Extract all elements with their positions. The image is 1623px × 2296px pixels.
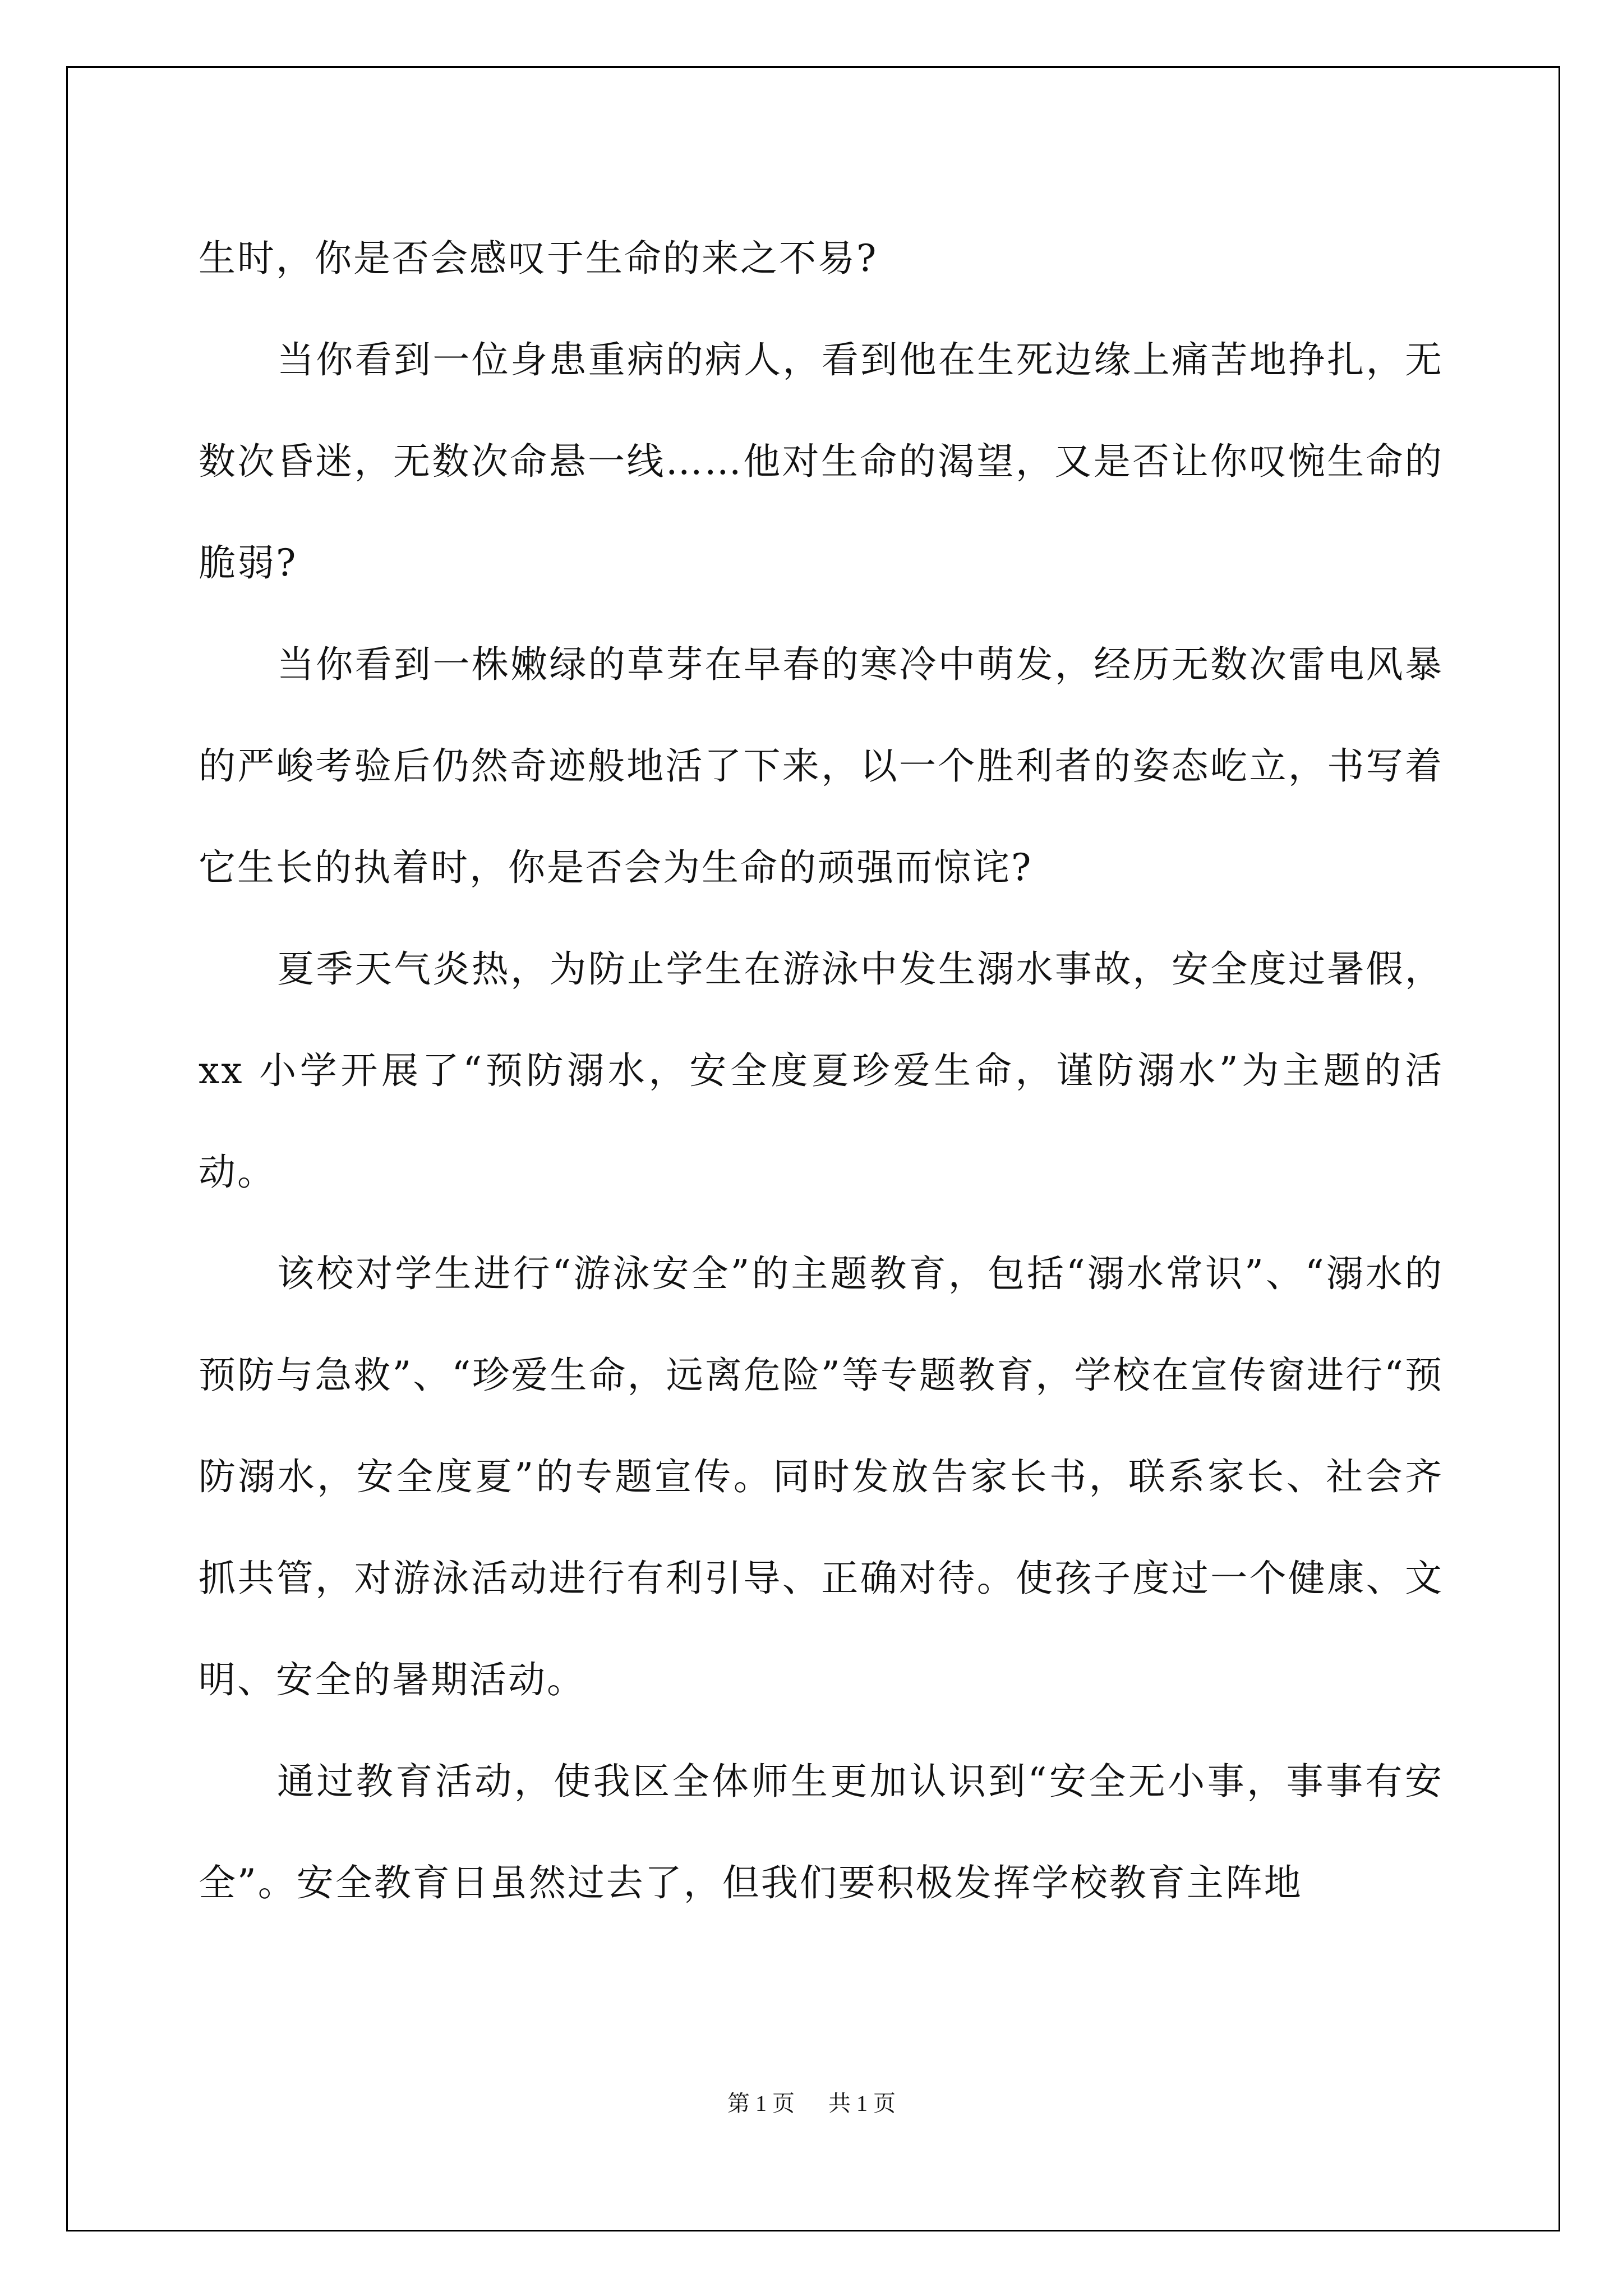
paragraph-continuation: 生时，你是否会感叹于生命的来之不易? xyxy=(199,237,878,280)
paragraph-grass-sprout: 当你看到一株嫩绿的草芽在早春的寒冷中萌发，经历无数次雷电风暴的严峻考验后仍然奇迹般地活了下来，以一个胜利者的姿态屹立，书写着它生长的执着时，你是否会为生命的顽强而惊诧? xyxy=(199,643,1444,889)
paragraph-summer-swimming: 夏季天气炎热，为防止学生在游泳中发生溺水事故，安全度过暑假，xx 小学开展了“预防溺水，安全度夏珍爱生命，谨防溺水”为主题的活动。 xyxy=(199,947,1444,1194)
page-number-current: 第 1 页 xyxy=(727,2091,795,2116)
paragraph-sick-patient: 当你看到一位身患重病的病人，看到他在生死边缘上痛苦地挣扎，无数次昏迷，无数次命悬一线……他对生命的渴望，又是否让你叹惋生命的脆弱? xyxy=(199,338,1444,585)
paragraph-school-education: 该校对学生进行“游泳安全”的主题教育，包括“溺水常识”、“溺水的预防与急救”、“珍爱生命，远离危险”等专题教育，学校在宣传窗进行“预防溺水，安全度夏”的专题宣传。同时发放告家长书，联系家长、社会齐抓共管，对游泳活动进行有利引导、正确对待。使孩子度过一个健康、文明、安全的暑期活动。 xyxy=(199,1252,1444,1701)
document-body xyxy=(199,208,1444,1934)
paragraph-conclusion: 通过教育活动，使我区全体师生更加认识到“安全无小事，事事有安全”。安全教育日虽然过去了，但我们要积极发挥学校教育主阵地 xyxy=(199,1760,1444,1904)
page-number-total: 共 1 页 xyxy=(828,2091,896,2116)
page-footer xyxy=(0,2086,1623,2118)
